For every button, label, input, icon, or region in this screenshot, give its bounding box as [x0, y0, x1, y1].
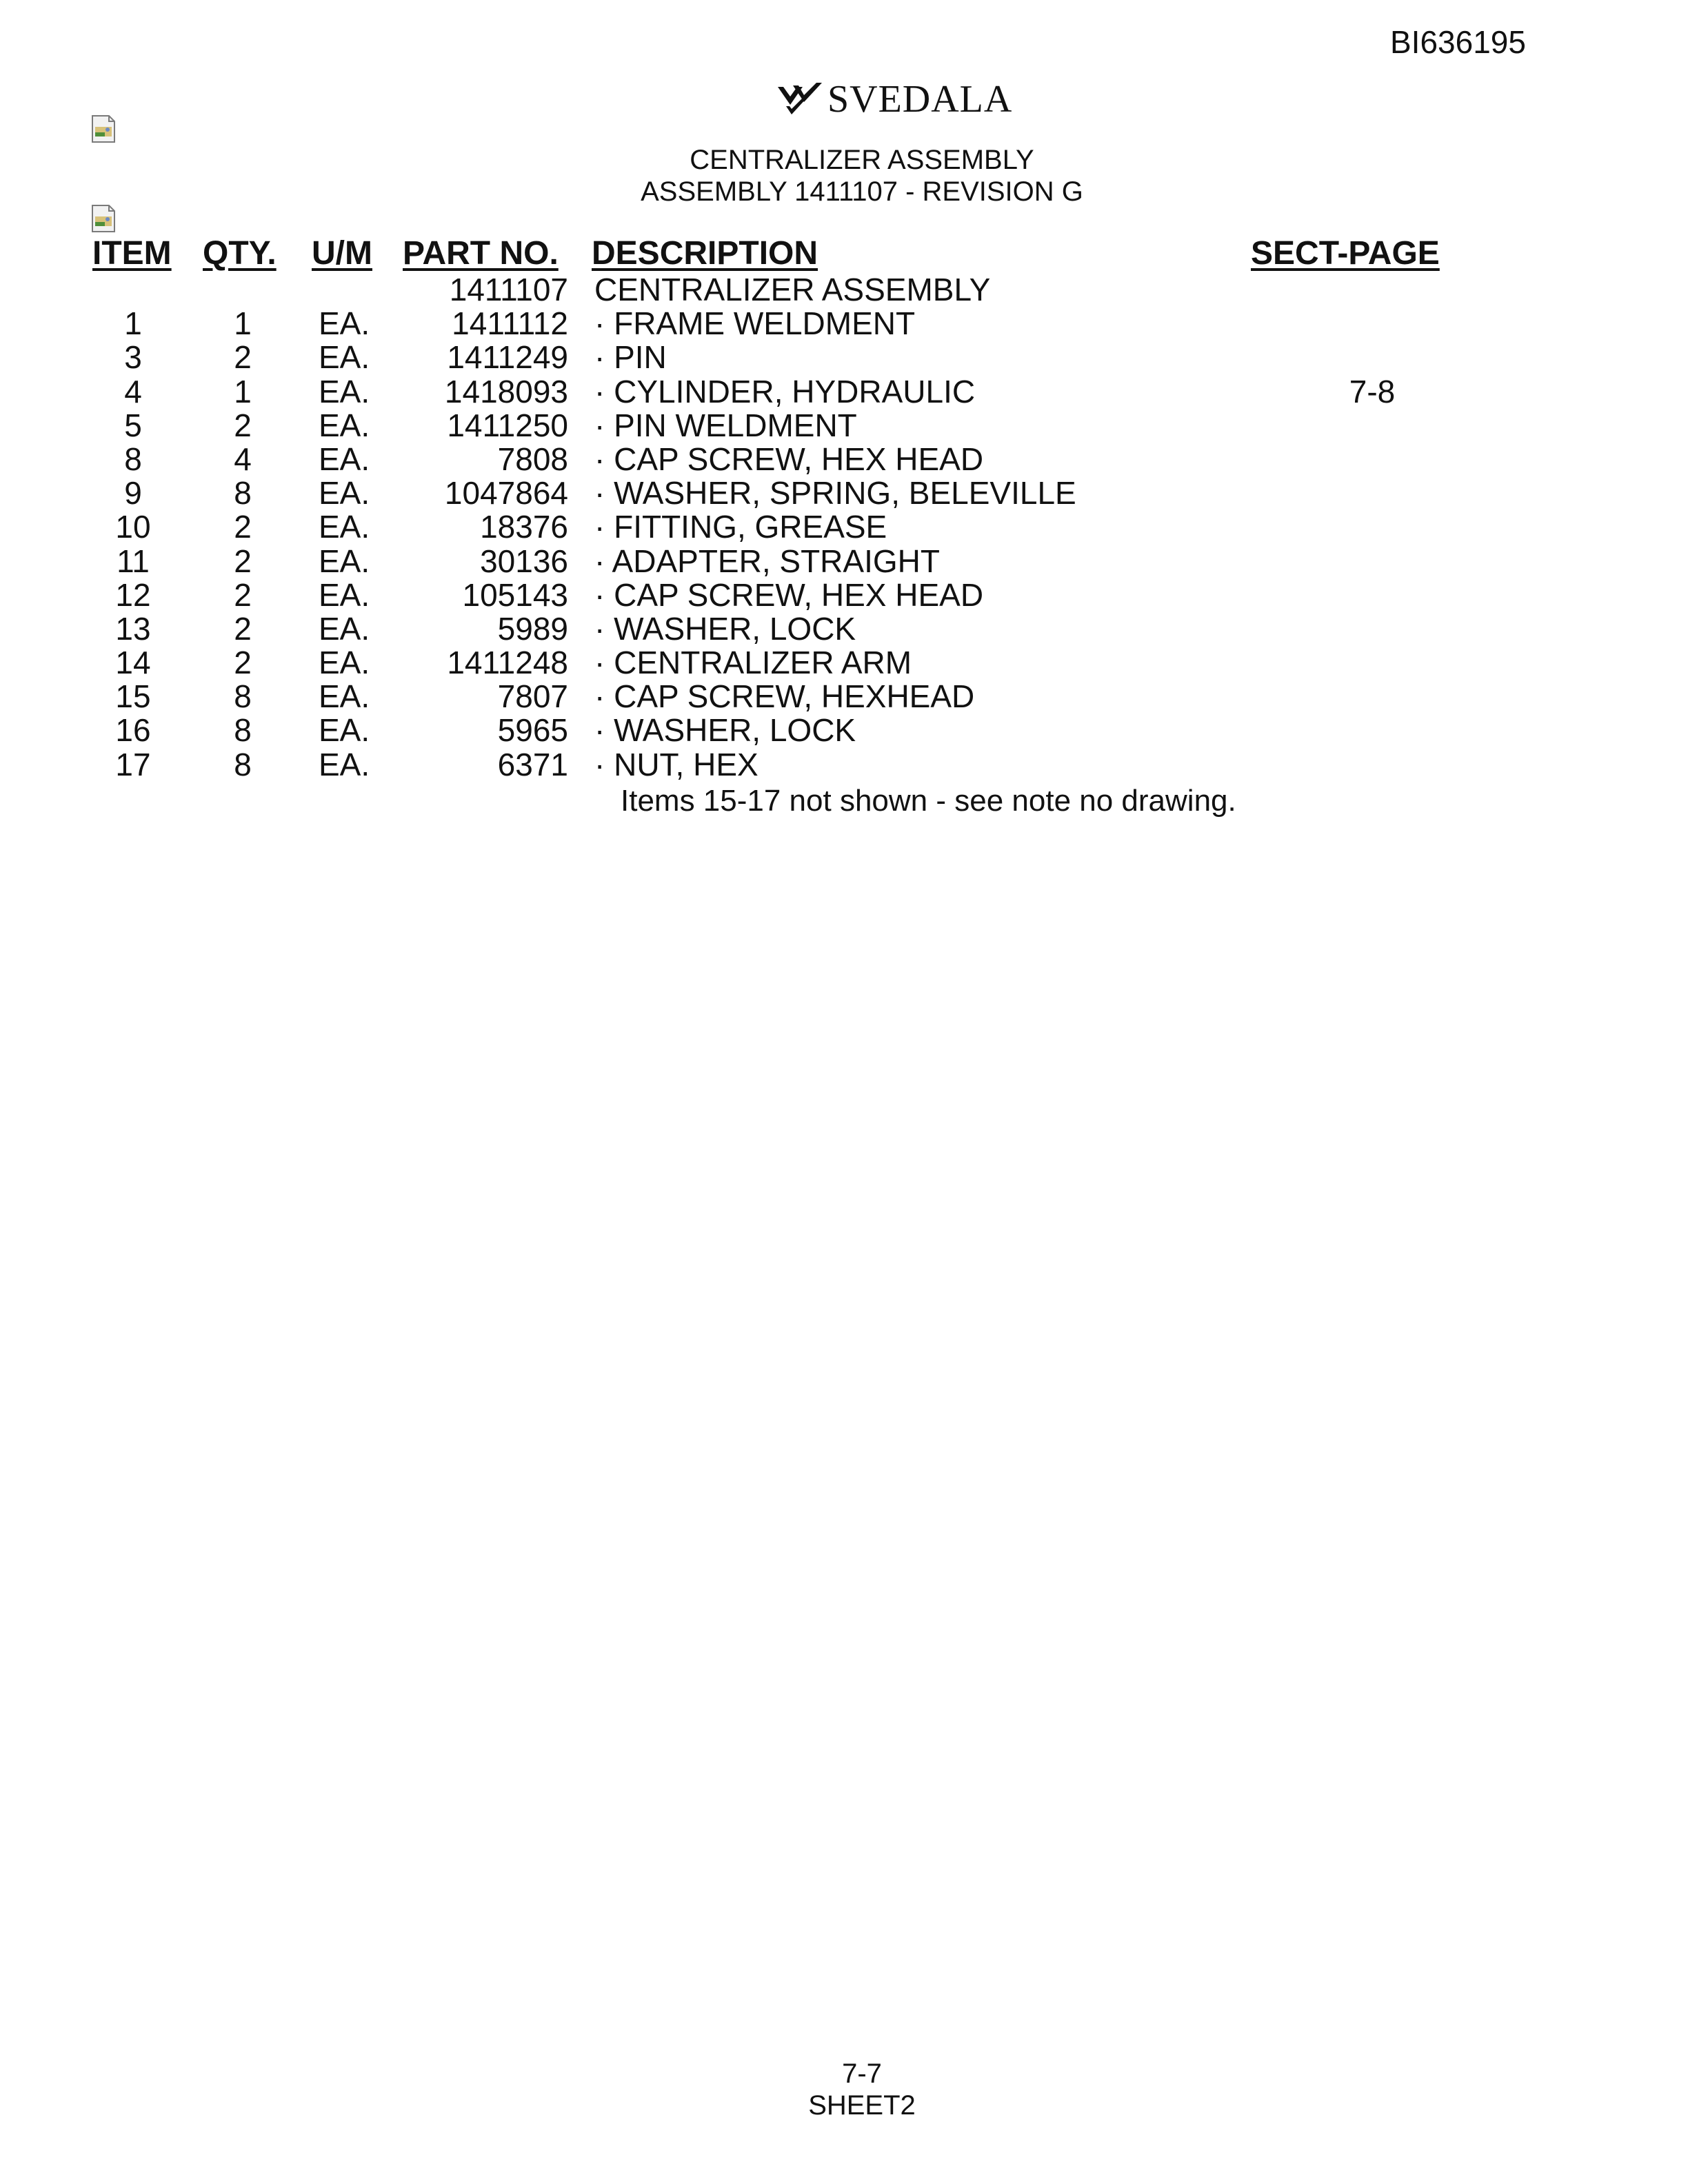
- embedded-file-icon: [91, 114, 117, 143]
- part-number: 5965: [497, 712, 568, 749]
- table-note: Items 15-17 not shown - see note no drawing.: [621, 784, 1236, 818]
- table-row: [0, 711, 1688, 749]
- header-sect-page: SECT-PAGE: [1251, 235, 1440, 272]
- table-row: [0, 305, 1688, 342]
- description: · WASHER, LOCK: [594, 610, 856, 647]
- quantity: 8: [234, 475, 252, 512]
- quantity: 8: [234, 746, 252, 782]
- description: · NUT, HEX: [594, 746, 758, 782]
- description: · ADAPTER, STRAIGHT: [594, 543, 940, 579]
- part-number: 1047864: [444, 475, 568, 512]
- part-number: 1411112: [452, 305, 568, 342]
- document-id: BI636195: [1390, 24, 1526, 60]
- sect-page: 7-8: [1349, 373, 1396, 410]
- unit-of-measure: EA.: [319, 509, 370, 545]
- part-number: 1411250: [447, 407, 568, 443]
- description: · WASHER, LOCK: [594, 712, 856, 749]
- unit-of-measure: EA.: [319, 441, 370, 477]
- description: · PIN WELDMENT: [594, 407, 857, 443]
- unit-of-measure: EA.: [319, 305, 370, 342]
- table-row: [0, 474, 1688, 512]
- item-number: 13: [115, 610, 151, 647]
- quantity: 1: [234, 305, 252, 342]
- item-number: 4: [124, 373, 142, 410]
- table-row: [0, 373, 1688, 410]
- embedded-file-icon: [91, 204, 117, 233]
- item-number: 9: [124, 475, 142, 512]
- quantity: 2: [234, 610, 252, 647]
- table-row: [0, 576, 1688, 613]
- item-number: 12: [115, 576, 151, 613]
- unit-of-measure: EA.: [319, 645, 370, 681]
- item-number: 16: [115, 712, 151, 749]
- quantity: 2: [234, 543, 252, 579]
- header-part-no: PART NO.: [403, 235, 559, 272]
- part-number: 105143: [462, 576, 568, 613]
- header-um: U/M: [312, 235, 372, 272]
- table-row: [0, 746, 1688, 780]
- item-number: 17: [115, 746, 151, 782]
- item-number: 3: [124, 339, 142, 376]
- unit-of-measure: EA.: [319, 746, 370, 782]
- unit-of-measure: EA.: [319, 339, 370, 376]
- item-number: 8: [124, 441, 142, 477]
- item-number: 1: [124, 305, 142, 342]
- description: · WASHER, SPRING, BELEVILLE: [594, 475, 1076, 512]
- item-number: 11: [117, 543, 150, 579]
- part-number: 18376: [480, 509, 568, 545]
- part-number: 1418093: [444, 373, 568, 410]
- table-row: [0, 271, 1688, 305]
- unit-of-measure: EA.: [319, 712, 370, 749]
- description: · CYLINDER, HYDRAULIC: [594, 373, 976, 410]
- item-number: 10: [115, 509, 151, 545]
- part-number: 6371: [497, 746, 568, 782]
- description: · PIN: [594, 339, 667, 376]
- table-row: [0, 338, 1688, 376]
- part-number: 30136: [480, 543, 568, 579]
- description: CENTRALIZER ASSEMBLY: [594, 272, 991, 307]
- description: · FITTING, GREASE: [594, 509, 887, 545]
- item-number: 5: [124, 407, 142, 443]
- item-number: 15: [115, 678, 151, 715]
- table-row: [0, 407, 1688, 441]
- part-number: 7808: [497, 441, 568, 477]
- header-qty: QTY.: [203, 235, 277, 272]
- part-number: 1411249: [447, 339, 568, 376]
- table-row: [0, 508, 1688, 545]
- assembly-revision: ASSEMBLY 1411107 - REVISION G: [641, 176, 1083, 207]
- quantity: 2: [234, 407, 252, 443]
- part-number: 1411107: [449, 272, 568, 307]
- table-row: [0, 678, 1688, 715]
- part-number: 7807: [497, 678, 568, 715]
- header-item: ITEM: [92, 235, 172, 272]
- table-row: [0, 610, 1688, 647]
- unit-of-measure: EA.: [319, 543, 370, 579]
- description: · CENTRALIZER ARM: [594, 645, 912, 681]
- sheet-label: SHEET2: [808, 2090, 916, 2121]
- quantity: 8: [234, 678, 252, 715]
- quantity: 4: [234, 441, 252, 477]
- quantity: 2: [234, 339, 252, 376]
- svedala-logo: [776, 77, 1012, 121]
- parts-table: [0, 271, 1688, 780]
- quantity: 8: [234, 712, 252, 749]
- page-number: 7-7: [842, 2059, 882, 2089]
- unit-of-measure: EA.: [319, 373, 370, 410]
- part-number: 1411248: [447, 645, 568, 681]
- svedala-logo-text: SVEDALA: [827, 78, 1013, 121]
- assembly-title: CENTRALIZER ASSEMBLY: [690, 145, 1034, 175]
- unit-of-measure: EA.: [319, 678, 370, 715]
- quantity: 2: [234, 576, 252, 613]
- quantity: 2: [234, 509, 252, 545]
- table-row: [0, 543, 1688, 579]
- unit-of-measure: EA.: [319, 407, 370, 443]
- table-row: [0, 644, 1688, 681]
- unit-of-measure: EA.: [319, 610, 370, 647]
- description: · FRAME WELDMENT: [594, 305, 916, 342]
- part-number: 5989: [497, 610, 568, 647]
- quantity: 2: [234, 645, 252, 681]
- description: · CAP SCREW, HEXHEAD: [594, 678, 975, 715]
- description: · CAP SCREW, HEX HEAD: [594, 441, 984, 477]
- svedala-logo-mark-icon: [776, 81, 825, 117]
- unit-of-measure: EA.: [319, 475, 370, 512]
- unit-of-measure: EA.: [319, 576, 370, 613]
- header-description: DESCRIPTION: [592, 235, 818, 272]
- item-number: 14: [115, 645, 151, 681]
- description: · CAP SCREW, HEX HEAD: [594, 576, 984, 613]
- quantity: 1: [234, 373, 252, 410]
- table-row: [0, 441, 1688, 477]
